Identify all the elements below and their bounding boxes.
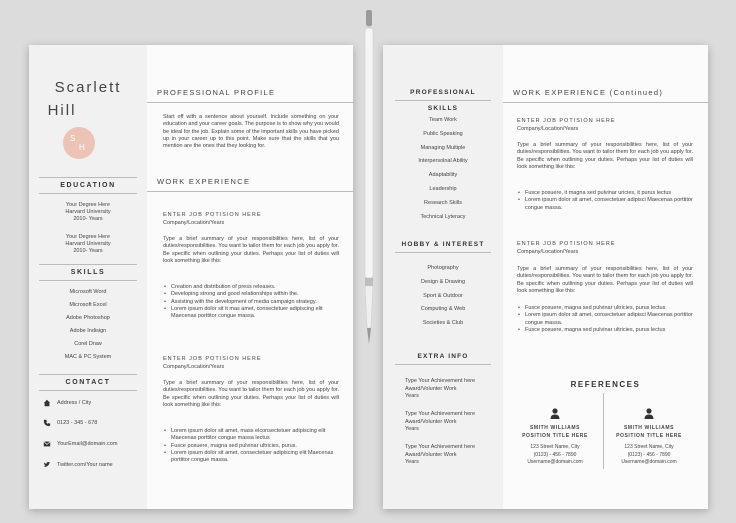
job-bullet: • Lorem ipsum dolor sit amet, consectetuer adipiscing elit Maecenas porttitor congue massa. — [163, 450, 339, 465]
hobby-list — [383, 262, 503, 331]
work-continued-heading: WORK EXPERIENCE (Continued) — [503, 85, 708, 103]
education-years: 2010- Years — [73, 248, 103, 254]
profile-text: Start off with a sentence about yourself. Include something on your education and your career goals. The purpose is to show why you would be ideal for the job. Explain some of the important skills you have picked up in your career up to this point. Make sure that the skills that you mention are the ones that they looking for. — [163, 114, 340, 150]
hobby-item: Design & Drawing — [420, 278, 466, 285]
reference-name: SMITH WILLIAMS — [529, 425, 581, 431]
achievement-line: Award/Volunter Work — [405, 418, 457, 425]
contact-address-text: Address / City — [57, 400, 92, 406]
reference-title: POSITION TITLE HERE — [522, 432, 588, 439]
reference-address: 123 Street Name, City — [530, 444, 580, 450]
pro-skills-list — [383, 114, 503, 224]
skill-item: MAC & PC System — [64, 354, 112, 360]
achievement-line: Type Your Achievement here — [405, 411, 476, 417]
pro-skill-item: Interpersolnal Ability — [418, 158, 468, 165]
education-entry — [29, 202, 147, 223]
references-divider — [603, 393, 604, 469]
pro-skill-item: Managing Multiple — [420, 144, 466, 151]
monogram-badge — [63, 127, 95, 159]
job-bullet: • Fusce posuere, magna sed pulvinar ultricies, purus lectus — [517, 305, 693, 312]
education-years: 2010- Years — [73, 216, 103, 222]
twitter-icon — [43, 461, 51, 469]
pro-skill-item: Adaptability — [428, 172, 458, 179]
education-degree: Your Degree Here — [65, 202, 111, 208]
skill-item: Adobe Photoshop — [66, 315, 110, 321]
job-bullets — [517, 305, 693, 334]
pen-image — [362, 8, 376, 348]
name-last: Hill — [47, 102, 77, 119]
home-icon — [43, 399, 51, 407]
person-icon — [644, 408, 654, 419]
skill-item: Microsoft Excel — [69, 302, 107, 308]
reference-title: POSITION TITLE HERE — [616, 432, 682, 439]
education-school: Harvard University — [65, 241, 111, 247]
job-title: ENTER JOB POTISION HERE — [163, 212, 262, 218]
reference-card — [515, 408, 595, 467]
achievement-item — [405, 378, 475, 401]
skills-heading: SKILLS — [39, 264, 137, 281]
job-subtitle: Company/Location/Years — [517, 249, 579, 255]
skills-list — [29, 286, 147, 364]
job-bullet: • Lorem ipsum dolor sit it mas amet, consectetuer adipiscing elit Maecenas porttitor congue massa. — [163, 306, 339, 321]
achievement-line: Award/Volunter Work — [405, 385, 457, 392]
achievement-item — [405, 444, 475, 467]
pro-skill-item: Research Skills — [424, 199, 462, 206]
pro-skill-item: Public Speaking — [423, 130, 463, 137]
skill-item: Adobe Indisign — [69, 328, 107, 334]
job-bullet: • Creation and distribution of press releases. — [163, 284, 339, 291]
main-column — [147, 45, 353, 509]
job-description: Type a brief summary of your responsibilities here, list of your duties/responsibilities. You want to tailor them for each job you apply for. Be specific when outlining your duties. Perhaps your list of duties will look something like this: — [517, 266, 693, 294]
profile-heading: PROFESSIONAL PROFILE — [147, 85, 353, 103]
left-sidebar — [383, 45, 503, 509]
achievement-line: Years — [405, 459, 419, 465]
contact-twitter[interactable] — [43, 460, 143, 470]
reference-name: SMITH WILLIAMS — [623, 425, 675, 431]
pro-skill-item: Team Work — [429, 117, 457, 123]
job-bullet: • Lorem ipsum dolor sit amet, consectetuer adipisci Maecenas porttitor congue massa. — [517, 312, 693, 327]
hobby-heading: HOBBY & INTEREST — [395, 237, 491, 253]
achievement-line: Award/Volunter Work — [405, 451, 457, 458]
job-bullet: • Lorem ipsum dolor sit amet, mass elconsectetuer adipiscing elit Maecenas porttitor congue massa lectus — [163, 428, 339, 443]
achievement-line: Type Your Achievement here — [405, 378, 476, 384]
contact-twitter-text: Twitter.com/Your name — [57, 462, 113, 468]
reference-card — [609, 408, 689, 467]
resume-page-2 — [383, 45, 708, 509]
job-bullet: • Fusce posuere, magna sed pulvinar ultricies, purus. — [163, 443, 339, 450]
person-icon — [550, 408, 560, 419]
phone-icon — [43, 419, 51, 427]
name-first: Scarlett — [54, 79, 122, 96]
left-sidebar — [29, 45, 147, 509]
job-title: ENTER JOB POTISION HERE — [517, 241, 616, 247]
job-description: Type a brief summary of your responsibilities here, list of your duties/responsibilities. You want to tailor them for each job you apply for. Be specific when outlining your duties. Perhaps your list of duties will look something like this: — [163, 236, 339, 264]
achievement-line: Years — [405, 393, 419, 399]
hobby-item: Computing & Web — [420, 306, 466, 313]
contact-email-text: YourEmail@domain.com — [57, 441, 118, 447]
job-bullets — [163, 284, 339, 320]
main-column — [503, 45, 708, 509]
achievement-item — [405, 411, 475, 434]
job-bullets — [517, 190, 693, 212]
job-bullets — [163, 428, 339, 464]
hobby-item: Photography — [427, 265, 459, 271]
contact-heading: CONTACT — [39, 374, 137, 391]
achievement-line: Type Your Achievement here — [405, 444, 476, 450]
email-icon — [43, 440, 51, 448]
job-description: Type a brief summary of your responsibilities here, list of your duties/responsibilities. You want to tailor them for each job you apply for. Be specific when outlining your duties. Perhaps your list of duties will look something like this: — [517, 142, 693, 170]
job-bullet: • Developing strong and good relationships within the. — [163, 291, 339, 298]
education-heading: EDUCATION — [39, 177, 137, 194]
reference-phone: (0123) - 456 - 7890 — [627, 451, 671, 458]
resume-page-1 — [29, 45, 353, 509]
job-subtitle: Company/Location/Years — [163, 364, 225, 370]
job-bullet: • Fusce posuere, it magna sed pulvinar uricies, it purus lectus — [517, 190, 693, 197]
job-subtitle: Company/Location/Years — [163, 220, 225, 226]
contact-phone-text: 0123 - 345 - 678 — [57, 420, 98, 426]
reference-email: Username@domain.com — [621, 459, 677, 465]
skill-item: Microsoft Word — [69, 289, 107, 295]
contact-phone — [43, 418, 143, 428]
education-degree: Your Degree Here — [65, 234, 111, 240]
job-description: Type a brief summary of your responsibilities here, list of your duties/responsibilities. You want to tailor them for each job you apply for. Be specific when outlining your duties. Perhaps your list of duties will look something like this: — [163, 380, 339, 408]
job-title: ENTER JOB POTISION HERE — [517, 118, 616, 124]
education-entry — [29, 234, 147, 255]
monogram-letter-h: H — [79, 143, 85, 152]
references-heading: REFERENCES — [570, 380, 641, 389]
reference-address: 123 Street Name, City — [624, 444, 674, 450]
achievement-line: Years — [405, 426, 419, 432]
job-subtitle: Company/Location/Years — [517, 126, 579, 132]
reference-phone: (0123) - 456 - 7890 — [533, 451, 577, 458]
education-school: Harvard University — [65, 209, 111, 215]
pro-skill-item: Technical Lyteracy — [420, 213, 466, 220]
hobby-item: Societies & Club — [422, 320, 464, 327]
extra-info-heading: EXTRA INFO — [395, 349, 491, 365]
pro-skill-item: Leadership — [429, 185, 457, 192]
pro-skills-heading: PROFESSIONAL SKILLS — [395, 85, 491, 101]
job-bullet: • Fusce posuere, magna sed pulvinar ultricies, purus lectus — [517, 327, 693, 334]
contact-email[interactable] — [43, 439, 143, 449]
job-title: ENTER JOB POTISION HERE — [163, 356, 262, 362]
reference-email: Username@domain.com — [527, 459, 583, 465]
job-bullet: • Assisting with the development of media campaign strategy. — [163, 299, 339, 306]
job-bullet: • Lorem ipsum dolor sit amet, consectetuer adipisci Maecenas porttitor congue massa. — [517, 197, 693, 212]
hobby-item: Sport & Outdoor — [423, 292, 463, 299]
contact-address — [43, 398, 143, 408]
monogram-letter-s: S — [70, 134, 76, 143]
skill-item: Corel Draw — [74, 341, 102, 347]
work-heading: WORK EXPERIENCE — [147, 174, 353, 192]
